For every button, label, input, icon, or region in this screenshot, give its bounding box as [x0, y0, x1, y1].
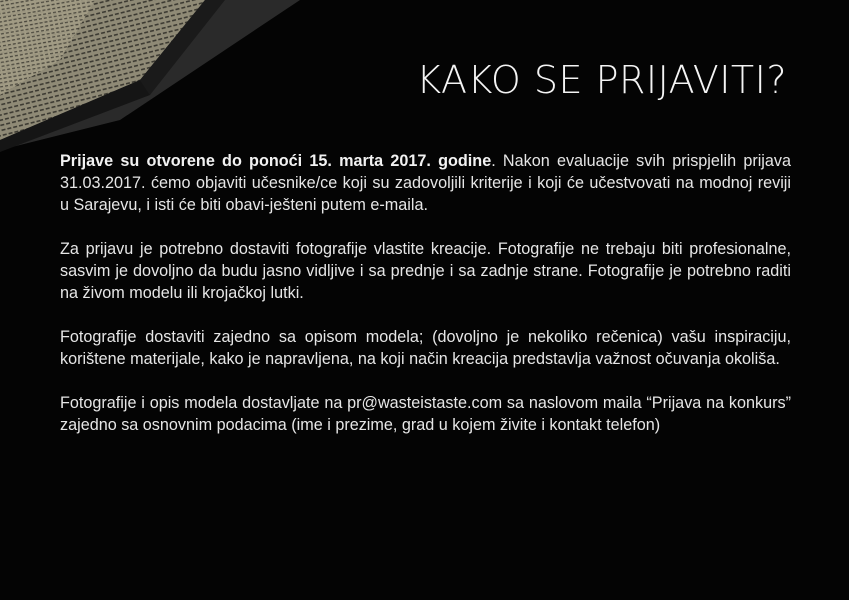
paragraph-2: Za prijavu je potrebno dostaviti fotografije vlastite kreacije. Fotografije ne trebaju biti profesionalne, sasvim je dovoljno da budu jasno vidljive i sa prednje i sa zadnje strane. Fotografije je potrebno raditi na živom modelu ili krojačkoj lutki.	[60, 240, 791, 302]
paragraph-1	[60, 150, 791, 216]
paragraph-4: Fotografije i opis modela dostavljate na pr@wasteistaste.com sa naslovom maila “Prijava na konkurs” zajedno sa osnovnim podacima (ime i prezime, grad u kojem živite i kontakt telefon)	[60, 394, 791, 434]
paragraph-1-text: . Nakon evaluacije svih prispjelih prijava 31.03.2017. ćemo objaviti učesnike/ce koji su zadovoljili kriterije i koji će učestvovati na modnoj reviji u Sarajevu, i isti će biti obavi-ješteni putem e-maila.	[60, 152, 791, 214]
paragraph-3: Fotografije dostaviti zajedno sa opisom modela; (dovoljno je nekoliko rečenica) vašu inspiraciju, korištene materijale, kako je napravljena, na koji način kreacija predstavlja važnost očuvanja okoliša.	[60, 328, 791, 368]
deadline-text: Prijave su otvorene do ponoći 15. marta 2017. godine	[60, 152, 492, 170]
page-title: KAKO SE PRIJAVITI?	[416, 58, 787, 102]
newspaper-collage-icon	[0, 0, 300, 160]
document-body	[60, 150, 791, 436]
